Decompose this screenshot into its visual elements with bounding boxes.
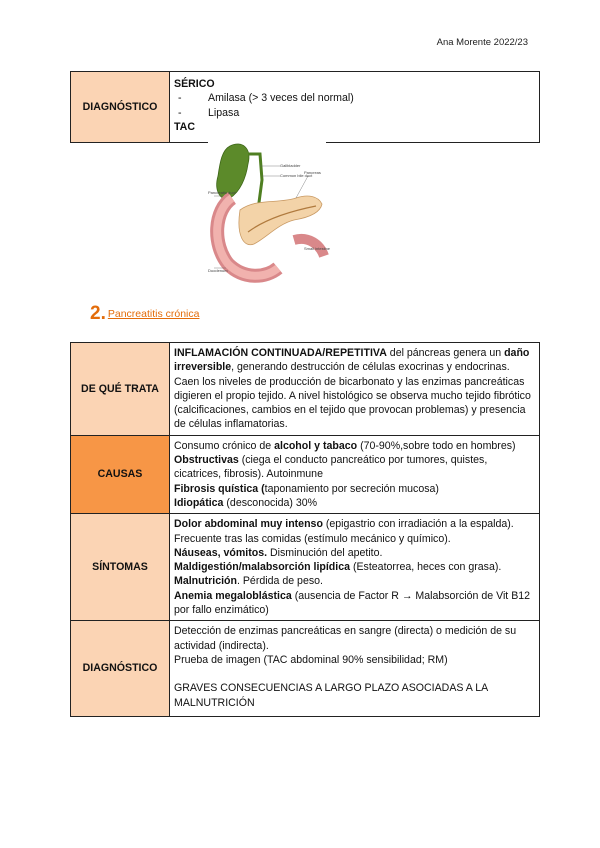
header-author: Ana Morente 2022/23: [436, 37, 528, 48]
causas-label: CAUSAS: [71, 435, 170, 513]
serico-list: [174, 91, 535, 120]
pancreatitis-cronica-table: [70, 342, 540, 717]
diagnostico-aguda-content: [170, 72, 540, 143]
table-row: [71, 343, 540, 436]
serico-heading: SÉRICO: [174, 78, 215, 90]
pancreas-anatomy-illustration: [208, 140, 331, 290]
diagnostico-content: Detección de enzimas pancreáticas en sangre (directa) o medición de su actividad (indirecta). Prueba de imagen (TAC abdominal 90% sensibilidad; RM) GRAVES CONSECUENCIAS A LARGO PLAZO ASOCIADAS A LA MALNUTRICIÓN: [170, 621, 540, 716]
sintomas-label: SÍNTOMAS: [71, 514, 170, 621]
diagnostico-aguda-table: [70, 71, 540, 143]
causas-content: Consumo crónico de alcohol y tabaco (70-90%,sobre todo en hombres) Obstructivas (ciega el conducto pancreático por tumores, quistes, cicatrices, fibrosis). Autoinmune Fibrosis quística (taponamiento por secreción mucosa) Idiopática (desconocida) 30%: [170, 435, 540, 513]
que-trata-content: INFLAMACIÓN CONTINUADA/REPETITIVA del páncreas genera un daño irreversible, generando destrucción de células exocrinas y endocrinas. Caen los niveles de producción de bicarbonato y las enzimas pancreáticas digieren el propio tejido. A nivel histológico se observa mucho tejido fibrótico (calcificaciones, cambios en el tejido que provocan problemas) y presencia de células inflamatorias.: [170, 343, 540, 436]
table-row: [71, 621, 540, 716]
label-small-intestine: Small intestine: [304, 246, 331, 251]
que-trata-label: DE QUÉ TRATA: [71, 343, 170, 436]
label-pancreas: Pancreas: [304, 170, 321, 175]
section-title: [90, 303, 199, 325]
section-title-text: Pancreatitis crónica: [107, 308, 200, 320]
diagnostico-aguda-label: DIAGNÓSTICO: [71, 72, 170, 143]
list-item: - Amilasa (> 3 veces del normal): [178, 92, 354, 105]
label-gallbladder: Gallbladder: [280, 163, 301, 168]
diagnostico-label: DIAGNÓSTICO: [71, 621, 170, 716]
table-row: [71, 514, 540, 621]
list-item: - Lipasa: [178, 106, 240, 119]
label-pancreatic-duct: Pancreatic duct: [208, 190, 236, 195]
table-row: [71, 435, 540, 513]
tac-heading: TAC: [174, 120, 195, 133]
label-bile-duct: Common bile duct: [280, 173, 313, 178]
label-duodenum: Duodenum: [208, 268, 228, 273]
section-number: 2.: [90, 303, 106, 324]
sintomas-content: Dolor abdominal muy intenso (epigastrio con irradiación a la espalda). Frecuente tras las comidas (estímulo mecánico y químico). Náuseas, vómitos. Disminución del apetito. Maldigestión/malabsorción lipídica (Esteatorrea, heces con grasa). Malnutrición. Pérdida de peso. Anemia megaloblástica (ausencia de Factor R → Malabsorción de Vit B12 por fallo enzimático): [170, 514, 540, 621]
